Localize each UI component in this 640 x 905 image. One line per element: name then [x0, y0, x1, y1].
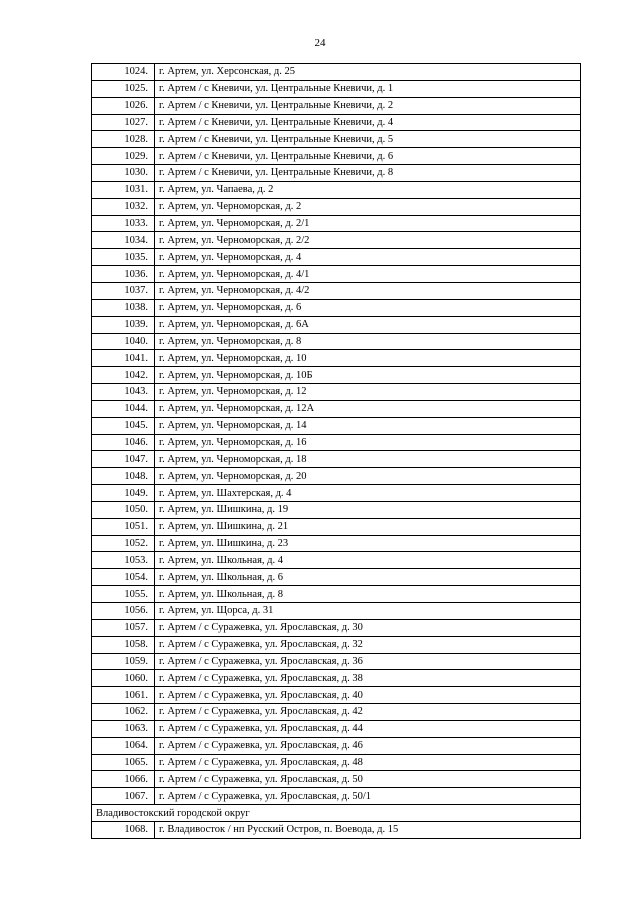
table-row — [92, 737, 581, 754]
row-number: 1026. — [92, 97, 155, 114]
row-number: 1037. — [92, 282, 155, 299]
table-row — [92, 215, 581, 232]
table-row — [92, 299, 581, 316]
row-address: г. Артем, ул. Черноморская, д. 4/2 — [155, 282, 581, 299]
row-address: г. Артем, ул. Черноморская, д. 6А — [155, 316, 581, 333]
address-table-body — [92, 64, 581, 839]
row-address: г. Артем, ул. Шишкина, д. 23 — [155, 535, 581, 552]
table-row — [92, 535, 581, 552]
row-address: г. Артем, ул. Черноморская, д. 14 — [155, 417, 581, 434]
row-number: 1055. — [92, 586, 155, 603]
row-number: 1050. — [92, 501, 155, 518]
row-address: г. Артем / с Кневичи, ул. Центральные Кневичи, д. 5 — [155, 131, 581, 148]
row-number: 1049. — [92, 485, 155, 502]
table-row — [92, 451, 581, 468]
section-heading: Владивостокский городской округ — [92, 805, 581, 822]
address-table — [91, 63, 581, 839]
row-address: г. Артем, ул. Черноморская, д. 10Б — [155, 367, 581, 384]
table-row — [92, 821, 581, 838]
row-number: 1036. — [92, 266, 155, 283]
row-number: 1064. — [92, 737, 155, 754]
row-number: 1066. — [92, 771, 155, 788]
table-row — [92, 114, 581, 131]
table-row — [92, 603, 581, 620]
table-row — [92, 80, 581, 97]
table-row — [92, 316, 581, 333]
table-row — [92, 350, 581, 367]
row-address: г. Артем, ул. Черноморская, д. 4 — [155, 249, 581, 266]
table-row — [92, 468, 581, 485]
row-address: г. Артем, ул. Школьная, д. 4 — [155, 552, 581, 569]
row-address: г. Артем / с Суражевка, ул. Ярославская, д. 50/1 — [155, 788, 581, 805]
table-row — [92, 249, 581, 266]
row-address: г. Артем / с Кневичи, ул. Центральные Кневичи, д. 8 — [155, 165, 581, 182]
table-row — [92, 619, 581, 636]
row-number: 1034. — [92, 232, 155, 249]
row-number: 1031. — [92, 181, 155, 198]
table-row — [92, 754, 581, 771]
table-row — [92, 670, 581, 687]
row-address: г. Артем, ул. Черноморская, д. 2/1 — [155, 215, 581, 232]
table-row — [92, 282, 581, 299]
row-address: г. Артем / с Кневичи, ул. Центральные Кневичи, д. 2 — [155, 97, 581, 114]
row-address: г. Артем, ул. Черноморская, д. 16 — [155, 434, 581, 451]
row-address: г. Артем, ул. Черноморская, д. 18 — [155, 451, 581, 468]
row-address: г. Артем, ул. Школьная, д. 8 — [155, 586, 581, 603]
row-number: 1033. — [92, 215, 155, 232]
row-address: г. Артем, ул. Чапаева, д. 2 — [155, 181, 581, 198]
row-address: г. Артем / с Суражевка, ул. Ярославская, д. 32 — [155, 636, 581, 653]
row-address: г. Артем, ул. Черноморская, д. 2/2 — [155, 232, 581, 249]
row-number: 1046. — [92, 434, 155, 451]
table-row — [92, 198, 581, 215]
table-row — [92, 131, 581, 148]
row-address: г. Артем, ул. Черноморская, д. 8 — [155, 333, 581, 350]
row-address: г. Артем / с Суражевка, ул. Ярославская, д. 48 — [155, 754, 581, 771]
table-row — [92, 417, 581, 434]
row-address: г. Артем / с Суражевка, ул. Ярославская, д. 30 — [155, 619, 581, 636]
row-address: г. Артем, ул. Черноморская, д. 4/1 — [155, 266, 581, 283]
row-address: г. Артем / с Кневичи, ул. Центральные Кневичи, д. 1 — [155, 80, 581, 97]
row-number: 1039. — [92, 316, 155, 333]
row-number: 1062. — [92, 704, 155, 721]
row-number: 1061. — [92, 687, 155, 704]
row-address: г. Артем, ул. Шишкина, д. 19 — [155, 501, 581, 518]
row-address: г. Артем, ул. Шишкина, д. 21 — [155, 518, 581, 535]
table-row — [92, 64, 581, 81]
row-address: г. Артем / с Суражевка, ул. Ярославская, д. 42 — [155, 704, 581, 721]
row-number: 1030. — [92, 165, 155, 182]
table-row — [92, 586, 581, 603]
row-address: г. Артем, ул. Черноморская, д. 6 — [155, 299, 581, 316]
table-row — [92, 552, 581, 569]
row-address: г. Артем / с Кневичи, ул. Центральные Кневичи, д. 4 — [155, 114, 581, 131]
section-heading-row — [92, 805, 581, 822]
table-row — [92, 636, 581, 653]
table-row — [92, 501, 581, 518]
table-row — [92, 434, 581, 451]
row-address: г. Артем, ул. Шахтерская, д. 4 — [155, 485, 581, 502]
row-number: 1040. — [92, 333, 155, 350]
row-address: г. Артем, ул. Черноморская, д. 12 — [155, 384, 581, 401]
row-number: 1047. — [92, 451, 155, 468]
row-number: 1058. — [92, 636, 155, 653]
row-number: 1024. — [92, 64, 155, 81]
row-number: 1042. — [92, 367, 155, 384]
row-number: 1060. — [92, 670, 155, 687]
table-row — [92, 333, 581, 350]
row-address: г. Артем / с Суражевка, ул. Ярославская, д. 46 — [155, 737, 581, 754]
row-number: 1057. — [92, 619, 155, 636]
page-number: 24 — [314, 37, 326, 49]
row-number: 1041. — [92, 350, 155, 367]
row-number: 1044. — [92, 400, 155, 417]
row-address: г. Артем, ул. Черноморская, д. 12А — [155, 400, 581, 417]
row-number: 1052. — [92, 535, 155, 552]
table-row — [92, 367, 581, 384]
table-row — [92, 788, 581, 805]
row-address: г. Артем, ул. Черноморская, д. 20 — [155, 468, 581, 485]
row-number: 1059. — [92, 653, 155, 670]
row-address: г. Владивосток / нп Русский Остров, п. Воевода, д. 15 — [155, 821, 581, 838]
table-row — [92, 653, 581, 670]
row-number: 1038. — [92, 299, 155, 316]
table-row — [92, 518, 581, 535]
row-number: 1028. — [92, 131, 155, 148]
table-row — [92, 232, 581, 249]
table-row — [92, 704, 581, 721]
row-address: г. Артем / с Суражевка, ул. Ярославская, д. 44 — [155, 720, 581, 737]
table-row — [92, 400, 581, 417]
table-row — [92, 266, 581, 283]
row-number: 1068. — [92, 821, 155, 838]
row-address: г. Артем, ул. Херсонская, д. 25 — [155, 64, 581, 81]
row-number: 1056. — [92, 603, 155, 620]
table-row — [92, 97, 581, 114]
table-row — [92, 485, 581, 502]
row-number: 1045. — [92, 417, 155, 434]
table-row — [92, 569, 581, 586]
row-number: 1054. — [92, 569, 155, 586]
table-row — [92, 384, 581, 401]
row-number: 1025. — [92, 80, 155, 97]
row-number: 1048. — [92, 468, 155, 485]
row-number: 1032. — [92, 198, 155, 215]
row-address: г. Артем / с Суражевка, ул. Ярославская, д. 40 — [155, 687, 581, 704]
table-row — [92, 771, 581, 788]
row-address: г. Артем / с Суражевка, ул. Ярославская, д. 38 — [155, 670, 581, 687]
table-row — [92, 720, 581, 737]
table-row — [92, 687, 581, 704]
row-number: 1027. — [92, 114, 155, 131]
row-number: 1035. — [92, 249, 155, 266]
row-address: г. Артем, ул. Школьная, д. 6 — [155, 569, 581, 586]
row-number: 1051. — [92, 518, 155, 535]
row-number: 1029. — [92, 148, 155, 165]
row-address: г. Артем, ул. Черноморская, д. 10 — [155, 350, 581, 367]
row-address: г. Артем / с Суражевка, ул. Ярославская, д. 50 — [155, 771, 581, 788]
table-row — [92, 148, 581, 165]
table-row — [92, 165, 581, 182]
row-address: г. Артем, ул. Щорса, д. 31 — [155, 603, 581, 620]
row-number: 1065. — [92, 754, 155, 771]
row-number: 1067. — [92, 788, 155, 805]
row-number: 1053. — [92, 552, 155, 569]
row-address: г. Артем, ул. Черноморская, д. 2 — [155, 198, 581, 215]
row-number: 1043. — [92, 384, 155, 401]
row-number: 1063. — [92, 720, 155, 737]
table-row — [92, 181, 581, 198]
row-address: г. Артем / с Суражевка, ул. Ярославская, д. 36 — [155, 653, 581, 670]
row-address: г. Артем / с Кневичи, ул. Центральные Кневичи, д. 6 — [155, 148, 581, 165]
